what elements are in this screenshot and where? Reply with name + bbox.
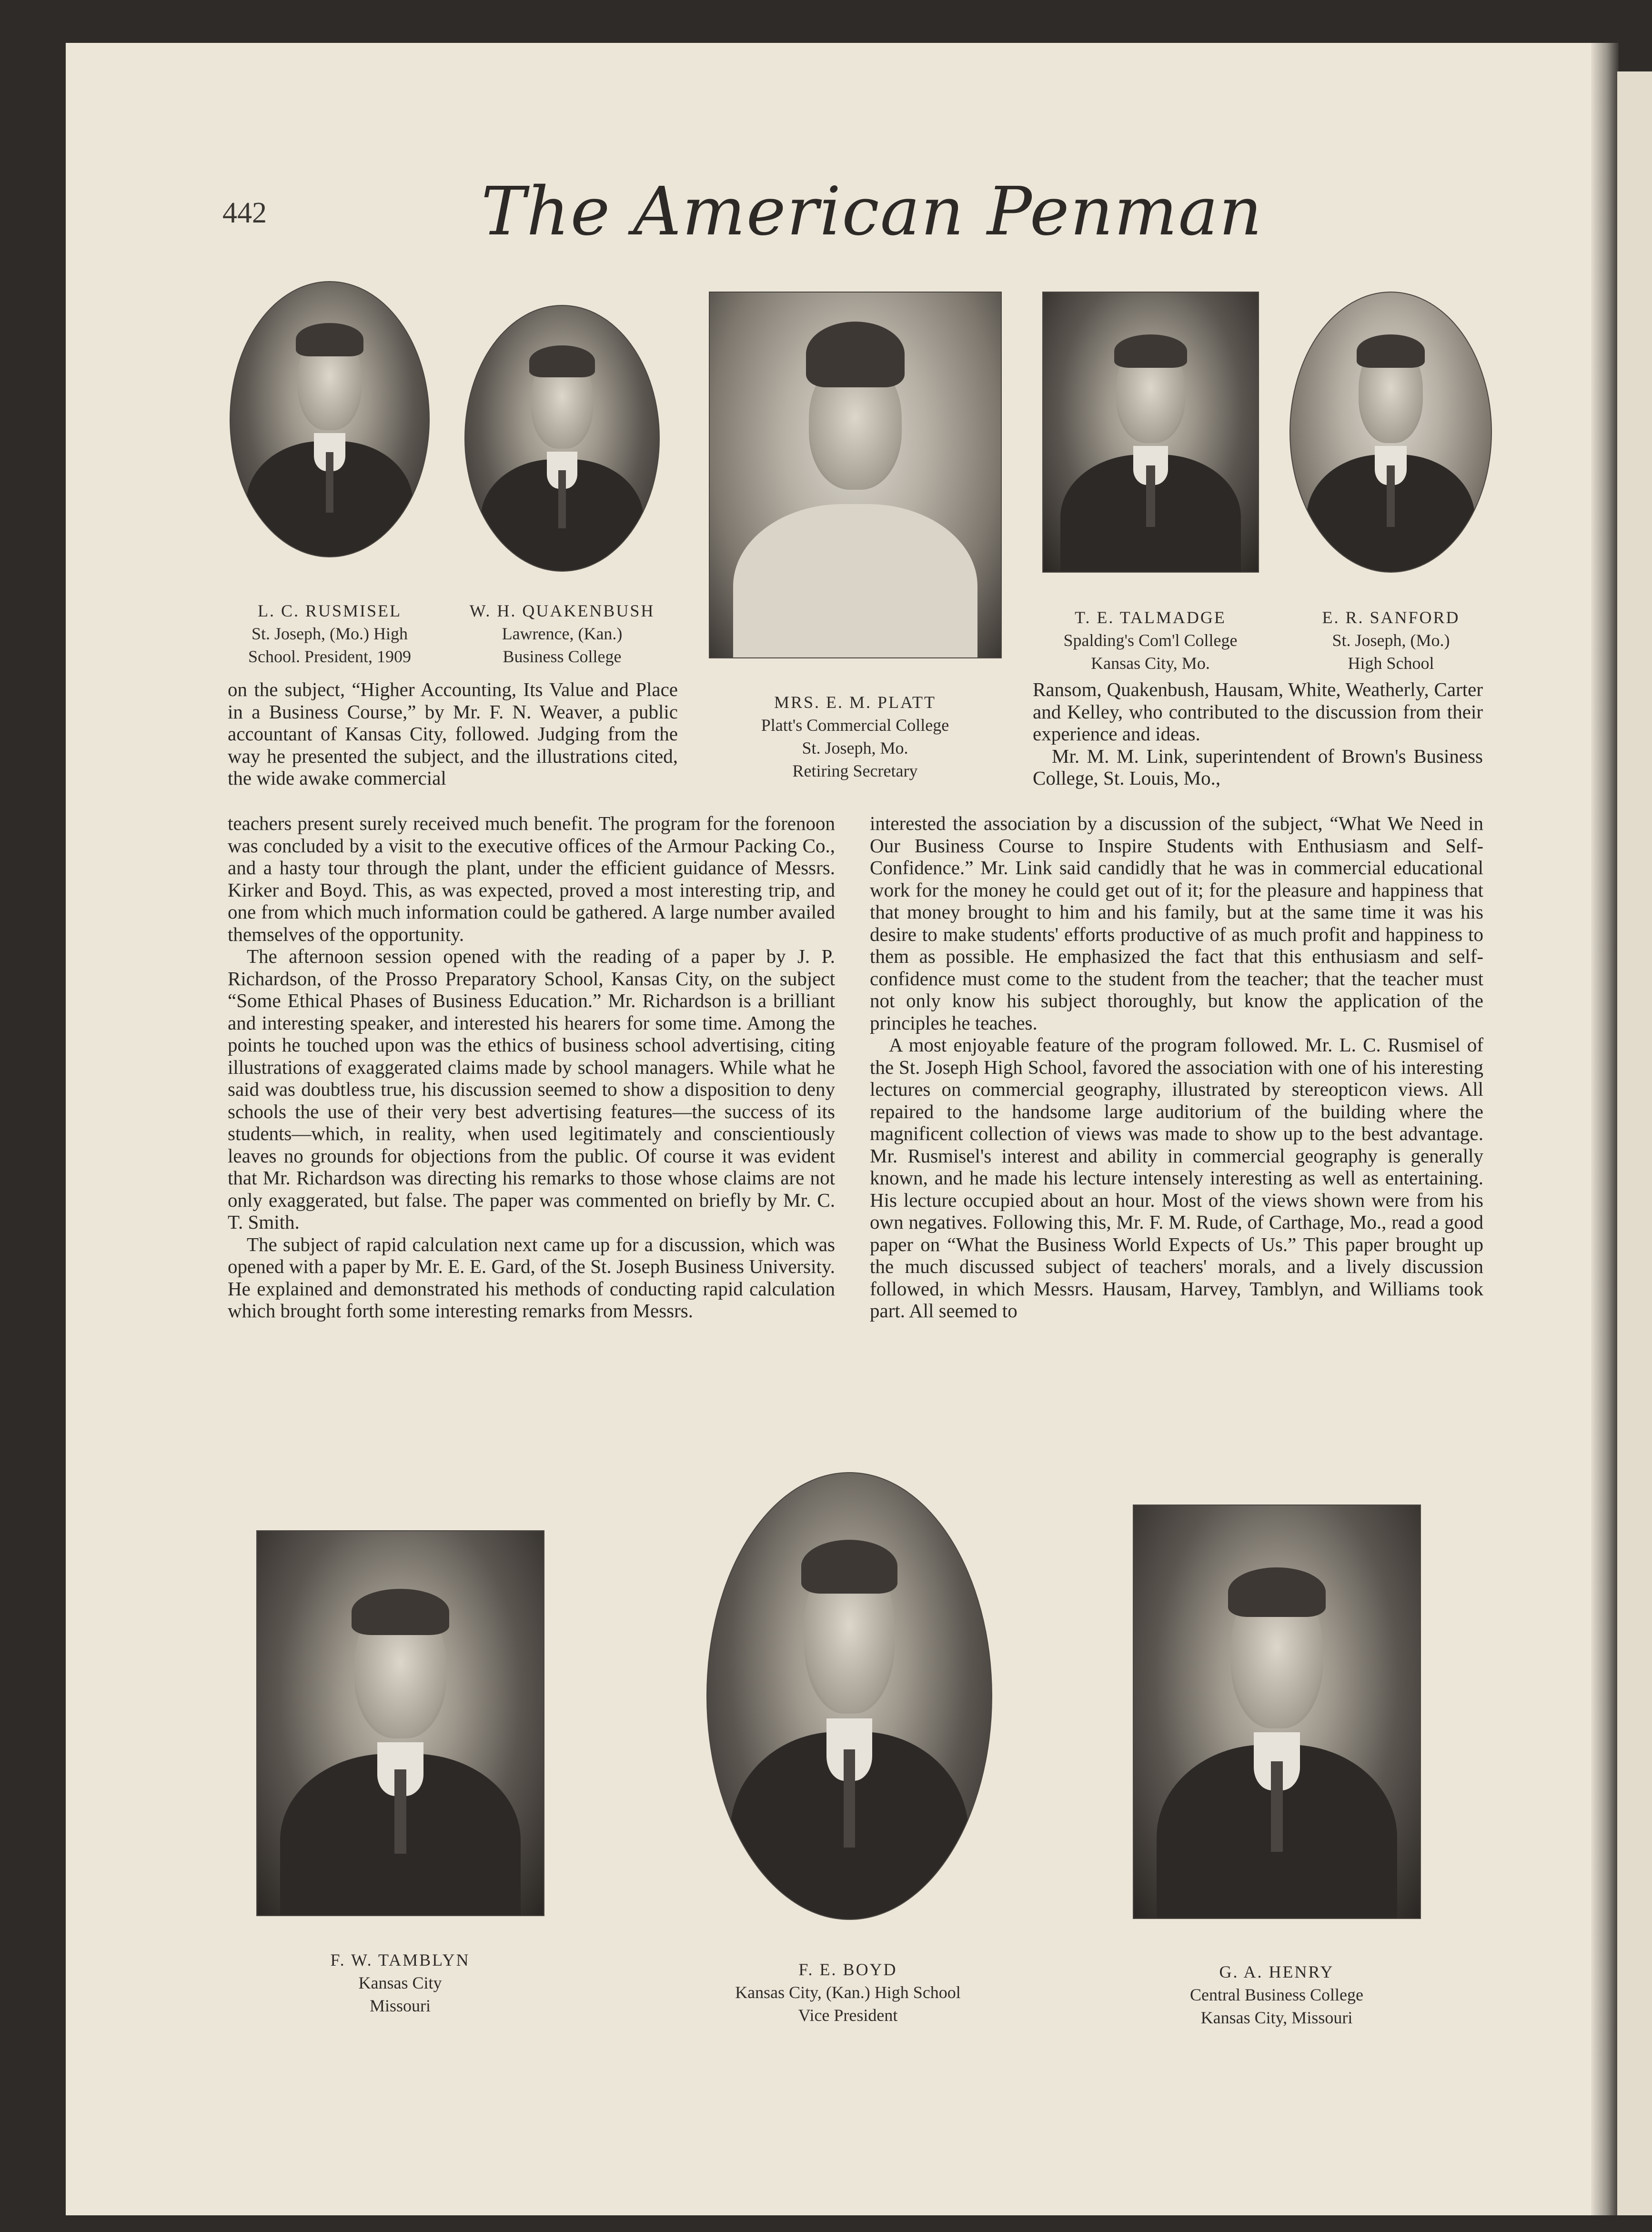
caption-boyd: F. E. BOYD Kansas City, (Kan.) High School Vice President bbox=[735, 1960, 961, 2025]
caption-tamblyn: F. W. TAMBLYN Kansas City Missouri bbox=[330, 1950, 470, 2015]
paragraph: Ransom, Quakenbush, Hausam, White, Weatherly, Carter and Kelley, who contributed to the discussion from their experience and ideas. bbox=[1033, 678, 1483, 745]
paragraph: The subject of rapid calculation next came up for a discussion, which was opened with a paper by Mr. E. E. Gard, of the St. Joseph Business University. He explained and demonstrated his methods of conducting rapid calculation which brought forth some interesting remarks from Messrs. bbox=[228, 1233, 835, 1322]
paragraph: Mr. M. M. Link, superintendent of Brown's Business College, St. Louis, Mo., bbox=[1033, 745, 1483, 789]
portrait-tamblyn bbox=[256, 1530, 544, 1916]
paragraph: teachers present surely received much benefit. The program for the forenoon was concluded by a visit to the executive offices of the Armour Packing Co., and a hasty tour through the plant, under the efficient guidance of Messrs. Kirker and Boyd. This, as was expected, proved a most interesting trip, and one from which much information could be gathered. A large number availed themselves of the opportunity. bbox=[228, 812, 835, 945]
caption-talmadge: T. E. TALMADGE Spalding's Com'l College Kansas City, Mo. bbox=[1063, 608, 1238, 673]
article-right-column-top bbox=[1033, 678, 1483, 789]
portrait-platt bbox=[709, 292, 1002, 658]
portrait-henry bbox=[1133, 1505, 1421, 1919]
caption-henry: G. A. HENRY Central Business College Kansas City, Missouri bbox=[1190, 1962, 1363, 2027]
article-left-column-top bbox=[228, 678, 678, 789]
page-number: 442 bbox=[222, 197, 267, 229]
portrait-sanford bbox=[1289, 292, 1492, 573]
caption-platt: MRS. E. M. PLATT Platt's Commercial College St. Joseph, Mo. Retiring Secretary bbox=[761, 693, 949, 780]
page-gutter bbox=[1591, 43, 1619, 2215]
portrait-rusmisel bbox=[230, 281, 430, 557]
portrait-talmadge bbox=[1042, 292, 1259, 573]
facing-page-edge bbox=[1617, 71, 1652, 2215]
article-right-column bbox=[870, 812, 1483, 1322]
caption-quakenbush: W. H. QUAKENBUSH Lawrence, (Kan.) Business College bbox=[469, 601, 655, 666]
paragraph: on the subject, “Higher Accounting, Its Value and Place in a Business Course,” by Mr. F. N. Weaver, a public accountant of Kansas City, followed. Judging from the way he presented the subject, and the illustrations cited, the wide awake commercial bbox=[228, 678, 678, 789]
paragraph: The afternoon session opened with the reading of a paper by J. P. Richardson, of the Prosso Preparatory School, Kansas City, on the subject “Some Ethical Phases of Business Education.” Mr. Richardson is a brilliant and interesting speaker, and interested his hearers for some time. Among the points he touched upon was the ethics of business school advertising, citing illustrations of exaggerated claims made by school managers. While what he said was doubtless true, his discussion seemed to show a disposition to deny schools the use of their very best advertising features—the success of its students—which, in reality, when used legitimately and conscientiously leaves no grounds for objections from the public. Of course it was evident that Mr. Richardson was directing his remarks to those whose claims are not only exaggerated, but false. The paper was commented on briefly by Mr. C. T. Smith. bbox=[228, 945, 835, 1233]
masthead-title: The American Penman bbox=[481, 173, 1263, 251]
portrait-quakenbush bbox=[464, 305, 660, 572]
caption-sanford: E. R. SANFORD St. Joseph, (Mo.) High School bbox=[1322, 608, 1460, 673]
paragraph: A most enjoyable feature of the program followed. Mr. L. C. Rusmisel of the St. Joseph High School, favored the association with one of his interesting lectures on commercial geography, illustrated by stereopticon views. All repaired to the handsome large auditorium of the building where the magnificent collection of views was made to show up to the best advantage. Mr. Rusmisel's interest and ability in commercial geography is generally known, and he made his lecture intensely interesting as well as entertaining. His lecture occupied about an hour. Most of the views shown were from his own negatives. Following this, Mr. F. M. Rude, of Carthage, Mo., read a good paper on “What the Business World Expects of Us.” This paper brought up the much discussed subject of teachers' morals, and a lively discussion followed, in which Messrs. Hausam, Harvey, Tamblyn, and Williams took part. All seemed to bbox=[870, 1034, 1483, 1322]
caption-rusmisel: L. C. RUSMISEL St. Joseph, (Mo.) High School. President, 1909 bbox=[248, 601, 411, 666]
paragraph: interested the association by a discussion of the subject, “What We Need in Our Business Course to Inspire Students with Enthusiasm and Self-Confidence.” Mr. Link said candidly that he was in commercial educational work for the money he could get out of it; for the pleasure and happiness that that money brought to him and his family, but at the same time it was his desire to make students' efforts productive of as much profit and happiness to them as possible. He emphasized the fact that this enthusiasm and self-confidence must come to the student from the teacher; that the teacher must not only know his subject thoroughly, but know the application of the principles he teaches. bbox=[870, 812, 1483, 1034]
article-left-column bbox=[228, 812, 835, 1322]
portrait-boyd bbox=[706, 1472, 992, 1920]
